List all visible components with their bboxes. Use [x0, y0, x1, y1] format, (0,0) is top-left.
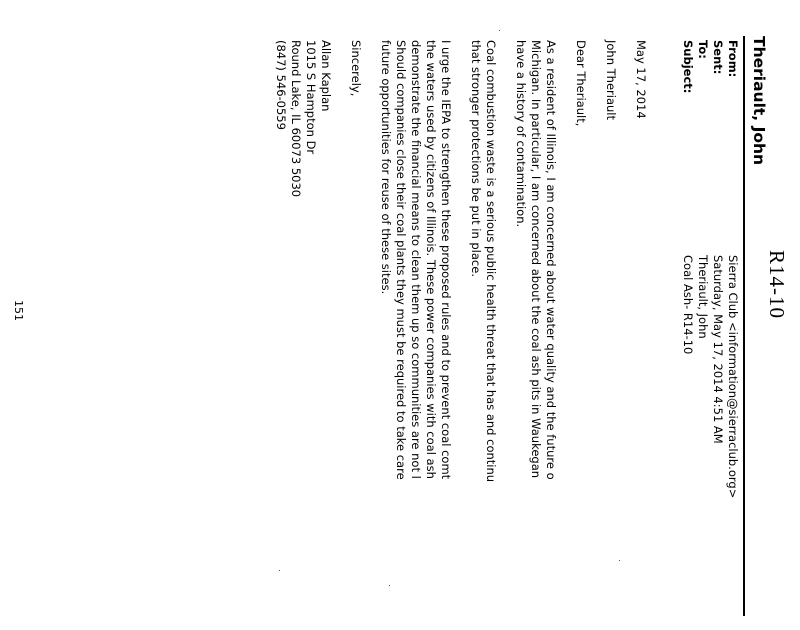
letter-recipient: John Theriault: [604, 40, 618, 121]
header-row-subject: [680, 40, 695, 610]
scan-speck: [499, 30, 500, 31]
header-value: Saturday, May 17, 2014 4:51 AM: [711, 255, 725, 444]
text-line: the waters used by citizens of Illinois. These power companies with coal ash: [424, 40, 438, 479]
letter-closing: Sincerely,: [349, 40, 363, 97]
header-label: From:: [726, 40, 740, 78]
text-line: I urge the IEPA to strengthen these proposed rules and to prevent coal comt: [439, 40, 453, 480]
header-value: Theriault, John: [696, 255, 710, 339]
signer-street: 1015 S Hampton Dr: [304, 40, 318, 155]
case-number: R14-10: [765, 250, 789, 319]
scan-speck: [619, 560, 620, 561]
text-line: demonstrate the financial means to clean them up so communities are not l: [409, 40, 423, 479]
text-line: As a resident of Illinois, I am concerned about water quality and the future o: [544, 40, 558, 480]
header-label: Subject:: [681, 40, 695, 94]
header-divider: [743, 36, 745, 616]
signer-phone: (847) 546-0559: [274, 40, 288, 130]
signer-name: Allan Kaplan: [319, 40, 333, 112]
email-header: [680, 40, 740, 610]
text-line: Michigan. In particular, I am concerned about the coal ash pits in Waukegan: [529, 40, 543, 479]
header-row-sent: [710, 40, 725, 610]
paragraph-3: [378, 40, 453, 630]
signature-block: [273, 40, 333, 630]
header-value: Sierra Club <information@sierraclub.org>: [726, 255, 740, 499]
text-line: Coal combustion waste is a serious public health threat that has and continu: [484, 40, 498, 483]
paragraph-1: [513, 40, 558, 630]
page-number: 151: [12, 300, 25, 321]
header-row-from: [725, 40, 740, 610]
header-value: Coal Ash- R14-10: [681, 255, 695, 355]
header-label: To:: [696, 40, 710, 59]
text-line: future opportunities for reuse of these sites.: [379, 40, 393, 295]
text-line: have a history of contamination.: [514, 40, 528, 228]
paragraph-2: [468, 40, 498, 630]
letter-date: May 17, 2014: [634, 40, 648, 119]
letter-salutation: Dear Theriault,: [574, 40, 588, 127]
text-line: that stronger protections be put in place.: [469, 40, 483, 277]
letter-body: [273, 40, 648, 630]
scan-speck: [279, 570, 280, 571]
sender-name: Theriault, John: [750, 36, 768, 166]
signer-city: Round Lake, IL 60073 5030: [289, 40, 303, 198]
header-label: Sent:: [711, 40, 725, 75]
text-line: Should companies close their coal plants they must be required to take care: [394, 40, 408, 480]
header-row-to: [695, 40, 710, 610]
scan-speck: [389, 585, 390, 586]
